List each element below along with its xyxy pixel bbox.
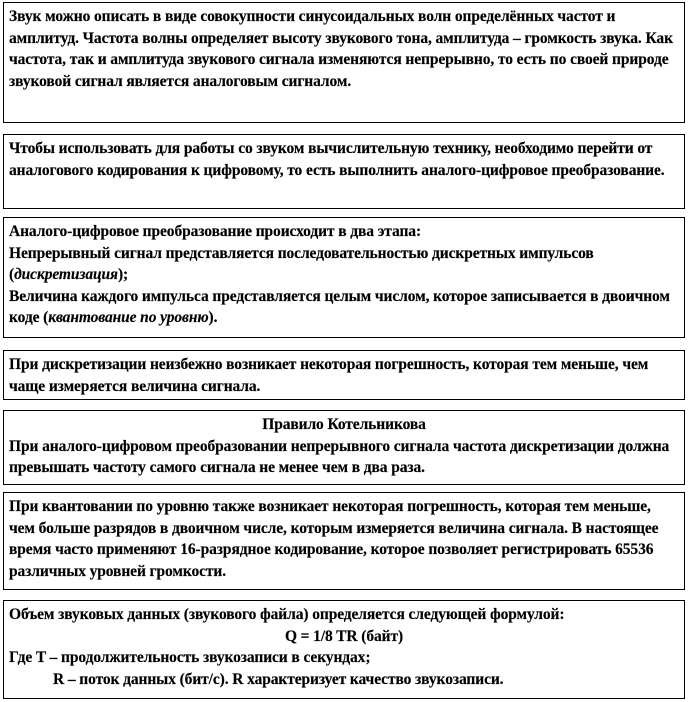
- paragraph: Звук можно описать в виде совокупности синусоидальных волн определённых частот и амплитуд. Частота волны определяет высоту звукового тона, амплитуда – громкость звука. Как частота, так и амплитуда звукового сигнала изменяются непрерывно, то есть по своей природе звуковой сигнал является аналоговым сигналом.: [9, 8, 673, 90]
- stage-quantization-end: ).: [208, 309, 218, 327]
- text-block-volume-formula: [3, 600, 685, 699]
- text-block-digital-conversion: [3, 134, 685, 209]
- rule-title: Правило Котельникова: [262, 416, 426, 433]
- stage-sampling-end: );: [117, 266, 129, 284]
- paragraph: При квантовании по уровню также возникает некоторая погрешность, которая тем меньше, чем больше разрядов в двоичном числе, которым измеряется величина сигнала. В настоящее время часто применяют 16-разрядное кодирование, которое позволяет регистрировать 65536 различных уровней громкости.: [9, 498, 659, 580]
- term-quantization: квантование по уровню: [48, 309, 209, 327]
- stage-quantization-text: Величина каждого импульса представляется целым числом, которое записывается в двоичном коде (: [9, 287, 670, 327]
- text-block-sampling-error: [3, 350, 685, 400]
- paragraph: При дискретизации неизбежно возникает некоторая погрешность, которая тем меньше, чем чаще измеряется величина сигнала.: [9, 356, 649, 395]
- paragraph: Чтобы использовать для работы со звуком вычислительную технику, необходимо перейти от аналогового кодирования к цифровому, то есть выполнить аналого-цифровое преобразование.: [9, 140, 665, 179]
- text-block-kotelnikov-rule: [3, 410, 685, 485]
- stage-quantization: [9, 286, 679, 329]
- formula-r-definition: R – поток данных (бит/с). R характеризует качество звукозаписи.: [53, 670, 504, 688]
- formula-t-definition: Где T – продолжительность звукозаписи в секундах;: [9, 649, 371, 667]
- stages-intro: Аналого-цифровое преобразование происходит в два этапа:: [9, 223, 422, 240]
- formula: Q = 1/8 TR (байт): [284, 627, 404, 645]
- stage-sampling: [9, 243, 679, 286]
- formula-intro: Объем звуковых данных (звукового файла) определяется следующей формулой:: [9, 606, 565, 623]
- text-block-adc-stages: [3, 217, 685, 338]
- text-block-quantization-error: [3, 492, 685, 590]
- text-block-sound-description: [3, 2, 685, 123]
- rule-text: При аналого-цифровом преобразовании непрерывного сигнала частота дискретизации должна превышать частоту самого сигнала не менее чем в два раза.: [9, 437, 670, 477]
- stage-sampling-text: Непрерывный сигнал представляется последовательностью дискретных импульсов (: [9, 244, 594, 284]
- term-sampling: дискретизация: [14, 266, 118, 284]
